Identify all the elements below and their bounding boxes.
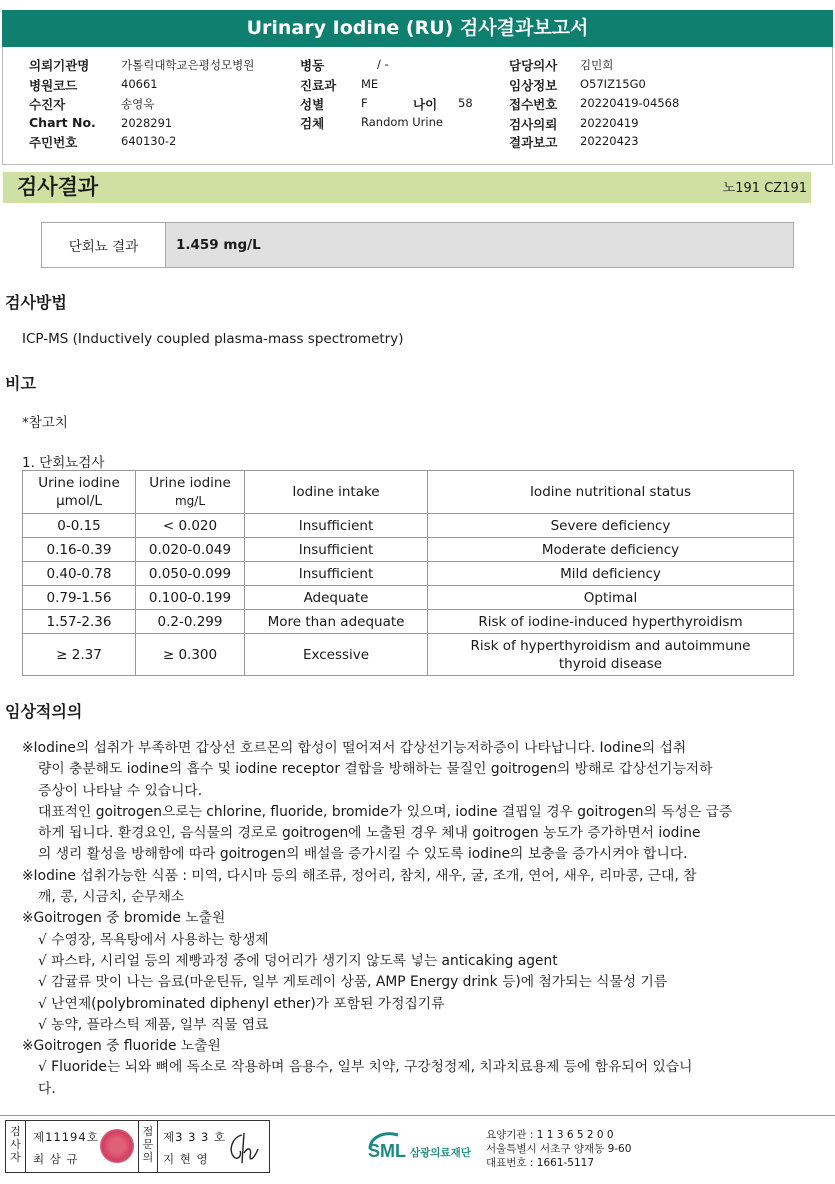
table-row: 1.57-2.36 0.2-0.299 More than adequate Risk of iodine-induced hyperthyroidism — [23, 610, 794, 634]
receipt-label: 접수번호 — [509, 97, 558, 112]
result-label: 단회뇨 결과 — [42, 223, 166, 267]
confirmer-label: 점 문 의 — [138, 1121, 158, 1172]
patient-label: 수진자 — [29, 97, 66, 112]
confirmer-no: 제3 3 3 호 — [163, 1130, 227, 1144]
confirmer-name: 지 현 영 — [163, 1152, 209, 1166]
receipt-value: 20220419-04568 — [580, 96, 680, 110]
rrn-label: 주민번호 — [29, 135, 78, 150]
chart-label: Chart No. — [29, 115, 96, 130]
col-umol: Urine iodine μmol/L — [23, 471, 136, 514]
clinical-title: 임상적의의 — [5, 702, 83, 721]
seal-stamp-icon — [100, 1129, 134, 1163]
results-title: 검사결과 — [17, 175, 99, 199]
result-value: 1.459 mg/L — [166, 223, 793, 267]
specimen-label: 검체 — [300, 116, 325, 131]
ward-value: / - — [377, 57, 389, 71]
reference-table — [22, 470, 794, 676]
hospital-label: 의뢰기관명 — [29, 58, 90, 73]
signature-icon — [224, 1129, 264, 1167]
chart-value: 2028291 — [121, 116, 173, 130]
rrn-value: 640130-2 — [121, 134, 177, 148]
col-status: Iodine nutritional status — [428, 471, 794, 514]
age-value: 58 — [458, 96, 473, 110]
inspector-label: 검 사 자 — [6, 1121, 26, 1172]
clinical-value: O57IZ15G0 — [580, 77, 646, 91]
signature-box — [5, 1120, 270, 1173]
code-value: 40661 — [121, 77, 158, 91]
report-date-value: 20220423 — [580, 134, 639, 148]
method-text: ICP-MS (Inductively coupled plasma-mass spectrometry) — [22, 331, 404, 347]
svg-text:SML: SML — [368, 1141, 406, 1161]
institution-address: 요양기관 : 1 1 3 6 5 2 0 0 서울특별시 서초구 양재동 9-60 대표번호 : 1661-5117 — [486, 1129, 632, 1169]
clinical-label: 임상정보 — [509, 78, 558, 93]
doctor-label: 담당의사 — [509, 58, 558, 73]
footer-divider — [0, 1115, 835, 1116]
dept-label: 진료과 — [300, 78, 337, 93]
doctor-value: 김민희 — [580, 58, 614, 72]
report-title: Urinary Iodine (RU) 검사결과보고서 — [2, 10, 833, 47]
sex-value: F — [361, 96, 368, 110]
table-row: ≥ 2.37 ≥ 0.300 Excessive Risk of hyperthyroidism and autoimmune thyroid disease — [23, 634, 794, 676]
code-label: 병원코드 — [29, 78, 78, 93]
request-value: 20220419 — [580, 116, 639, 130]
patient-info — [2, 47, 833, 165]
inspector-name: 최 삼 규 — [33, 1152, 79, 1166]
result-box — [41, 222, 794, 268]
hospital-value: 가톨릭대학교은평성모병원 — [121, 58, 255, 72]
svg-text:삼광의료재단: 삼광의료재단 — [410, 1147, 471, 1159]
clinical-body: ※Iodine의 섭취가 부족하면 갑상선 호르몬의 합성이 떨어져서 갑상선기능저하증이 나타납니다. Iodine의 섭취 량이 충분해도 iodine의 흡수 및 iodine receptor 결합을 방해하는 물질인 goitrogen의 방해로 갑상선기능저하 증상이 나타날 수 있습니다. 대표적인 goitrogen으로는 chlorine, fluoride, bromide가 있으며, iodine 결핍일 경우 goitrogen의 독성은 급증 하게 됩니다. 환경요인, 음식물의 경로로 goitrogen에 노출된 경우 체내 goitrogen 농도가 증가하면서 iodine 의 생리 활성을 방해함에 따라 goitrogen의 배설을 증가시킬 수 있도록 iodine의 보충을 증가시켜야 합니다. ※Iodine 섭취가능한 식품 : 미역, 다시마 등의 해조류, 정어리, 참치, 새우, 굴, 조개, 연어, 새우, 리마콩, 근대, 참 깨, 콩, 시금치, 순무채소 ※Goitrogen 중 bromide 노출원 √ 수영장, 목욕탕에서 사용하는 항생제 √ 파스타, 시리얼 등의 제빵과정 중에 덩어리가 생기지 않도록 넣는 anticaking agent √ 감귤류 맛이 나는 음료(마운틴듀, 일부 게토레이 상품, AMP Energy drink 등)에 첨가되는 식물성 기름 √ 난연제(polybrominated diphenyl ether)가 포함된 가정집기류 √ 농약, 플라스틱 제품, 일부 직물 염료 ※Goitrogen 중 fluoride 노출원 √ Fluoride는 뇌와 뼈에 독소로 작용하며 음용수, 일부 치약, 구강청정제, 치과치료용제 등에 함유되어 있습니 다. — [22, 740, 733, 1097]
table-row: 0.40-0.78 0.050-0.099 Insufficient Mild deficiency — [23, 562, 794, 586]
sex-label: 성별 — [300, 97, 325, 112]
ref-note: *참고치 — [22, 415, 68, 431]
results-code: 노191 CZ191 — [722, 181, 807, 196]
sml-logo — [366, 1127, 481, 1169]
request-label: 검사의뢰 — [509, 117, 558, 132]
table-caption: 1. 단회뇨검사 — [22, 455, 105, 471]
remarks-title: 비고 — [5, 374, 36, 393]
col-intake: Iodine intake — [245, 471, 428, 514]
results-section-bar — [3, 172, 811, 203]
sml-logo-icon — [366, 1127, 481, 1169]
inspector-no: 제11194호 — [33, 1130, 99, 1144]
col-mgl: Urine iodine mg/L — [136, 471, 245, 514]
report-date-label: 결과보고 — [509, 135, 558, 150]
ward-label: 병동 — [300, 58, 325, 73]
specimen-value: Random Urine — [361, 115, 443, 129]
table-row: 0-0.15 < 0.020 Insufficient Severe deficiency — [23, 514, 794, 538]
patient-value: 송영욱 — [121, 97, 155, 111]
age-label: 나이 — [413, 97, 438, 112]
dept-value: ME — [361, 77, 379, 91]
method-title: 검사방법 — [5, 293, 67, 312]
table-row: 0.79-1.56 0.100-0.199 Adequate Optimal — [23, 586, 794, 610]
table-row: 0.16-0.39 0.020-0.049 Insufficient Moderate deficiency — [23, 538, 794, 562]
